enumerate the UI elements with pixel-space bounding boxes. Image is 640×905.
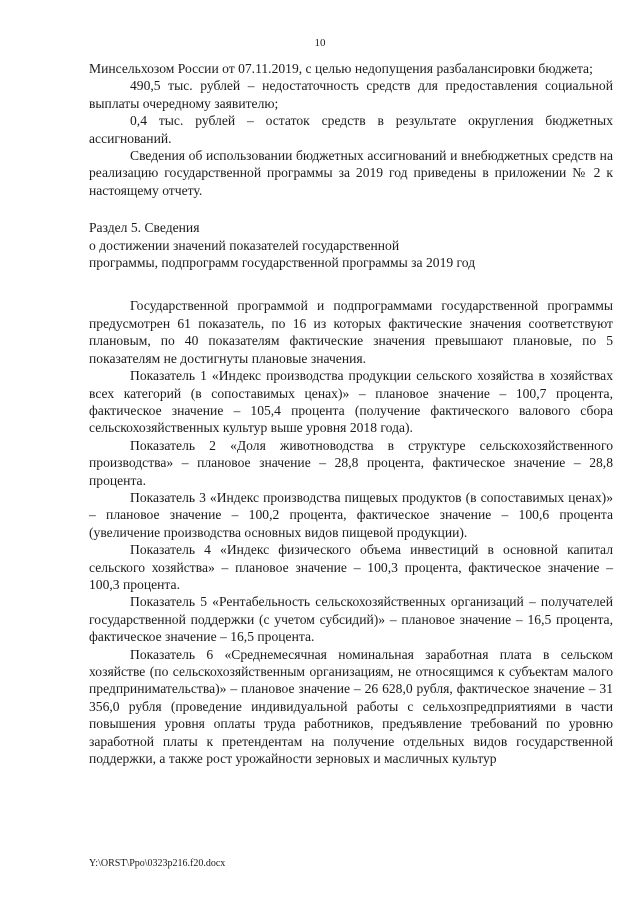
paragraph-indicator-2: Показатель 2 «Доля животноводства в структуре сельскохозяйственного производства» – плановое значение – 28,8 процента, фактическое значение – 28,8 процента. xyxy=(89,437,613,488)
paragraph-indicator-4: Показатель 4 «Индекс физического объема инвестиций в основной капитал сельского хозяйства» – плановое значение – 100,3 процента, фактическое значение – 100,3 процента. xyxy=(89,542,613,592)
paragraph-indicator-3: Показатель 3 «Индекс производства пищевых продуктов (в сопоставимых ценах)» – плановое значение – 100,2 процента, фактическое значение – 100,6 процента (увеличение производства основных видов пищевой продукции). xyxy=(89,489,613,540)
spacer xyxy=(89,199,613,219)
document-body xyxy=(89,60,613,767)
spacer xyxy=(89,271,613,297)
footer-file-path: Y:\ORST\Ppo\0323p216.f20.docx xyxy=(89,858,226,869)
section-heading-line2: о достижении значений показателей государственной xyxy=(89,237,400,253)
paragraph-top-3: 0,4 тыс. рублей – остаток средств в результате округления бюджетных ассигнований. xyxy=(89,113,613,146)
paragraph-indicator-6: Показатель 6 «Среднемесячная номинальная заработная плата в сельском хозяйстве (по сельскохозяйственным организациям, не относящимся к субъектам малого предпринимательства)» – плановое значение – 26 628,0 рубля, фактическое значение – 31 356,0 рубля (проведение индивидуальной работы с сельхозпредприятиями в части повышения уровня оплаты труда работников, предъявление требований по уровню заработной платы к претендентам на получение отдельных видов государственной поддержки, а также рост урожайности зерновых и масличных культур xyxy=(89,646,613,767)
paragraph-summary: Государственной программой и подпрограммами государственной программы предусмотрен 61 показатель, по 16 из которых фактические значения соответствуют плановым, по 40 показателям фактические значения превышают плановые, по 5 показателям не достигнуты плановые значения. xyxy=(89,298,613,366)
section-heading-line1: Раздел 5. Сведения xyxy=(89,220,200,236)
section-heading-line3: программы, подпрограмм государственной программы за 2019 год xyxy=(89,255,476,271)
section-heading xyxy=(89,219,613,271)
paragraph-top-2: 490,5 тыс. рублей – недостаточность средств для предоставления социальной выплаты очередному заявителю; xyxy=(89,78,613,111)
paragraph-top-1: Минсельхозом России от 07.11.2019, с целью недопущения разбалансировки бюджета; xyxy=(89,61,593,76)
paragraph-top-4: Сведения об использовании бюджетных ассигнований и внебюджетных средств на реализацию государственной программы за 2019 год приведены в приложении № 2 к настоящему отчету. xyxy=(89,148,613,198)
page-number: 10 xyxy=(314,37,326,49)
paragraph-indicator-5: Показатель 5 «Рентабельность сельскохозяйственных организаций – получателей государственной поддержки (с учетом субсидий)» – плановое значение – 16,5 процента, фактическое значение – 16,5 процента. xyxy=(89,594,613,645)
paragraph-indicator-1: Показатель 1 «Индекс производства продукции сельского хозяйства в хозяйствах всех категорий (в сопоставимых ценах)» – плановое значение – 100,7 процента, фактическое значение – 105,4 процента (получение фактического валового сбора сельскохозяйственных культур выше уровня 2018 года). xyxy=(89,368,613,436)
